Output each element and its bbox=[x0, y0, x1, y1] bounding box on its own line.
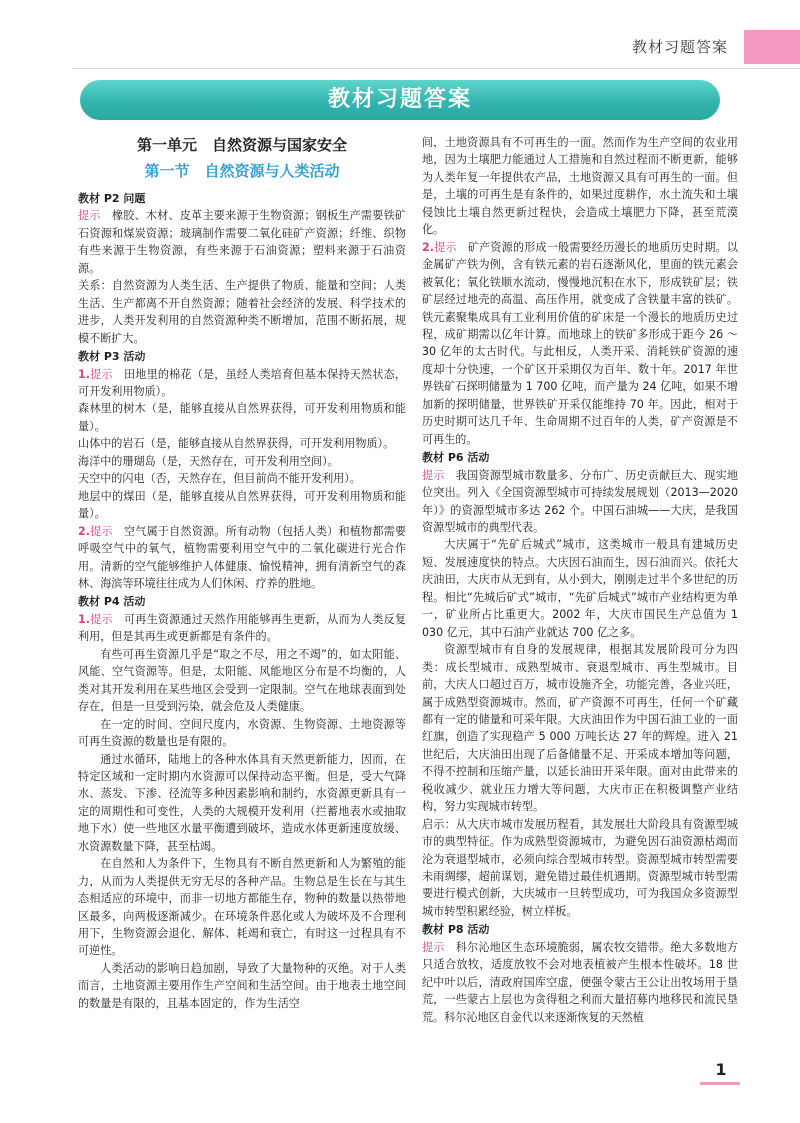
hint-tag: 提示 bbox=[78, 209, 101, 223]
p3-answer-1-text: 田地里的棉花（是，虽经人类培育但基本保持天然状态，可开发利用物质）。 bbox=[78, 367, 406, 398]
header-title: 教材习题答案 bbox=[631, 38, 728, 56]
p2-relation-text: 关系：自然资源为人类生活、生产提供了物质、能量和空间；人类生活、生产都离不开自然资源；随着社会经济的发展、科学技术的进步，人类开发利用的自然资源种类不断增加，范围不断拓展，规模不断扩大。 bbox=[78, 279, 406, 345]
p2-answer bbox=[78, 207, 406, 277]
p6-inspiration: 启示：从大庆市城市发展历程看，其发展壮大阶段具有资源型城市的典型特征。作为成熟型资源城市，为避免因石油资源枯竭而沦为衰退型城市，必须向综合型城市转型。资源型城市转型需要未雨绸缪，超前谋划，避免错过最佳机遇期。资源型城市转型需要进行模式创新，大庆城市一旦转型成功，可为我国众多资源型城市转型积累经验，树立样板。 bbox=[422, 817, 738, 918]
item-number: 2. bbox=[422, 240, 434, 254]
hint-tag: 提示 bbox=[422, 468, 445, 482]
p3-activity-label: 教材 P3 活动 bbox=[78, 350, 146, 364]
item-number: 1. bbox=[78, 612, 90, 626]
right-column bbox=[422, 134, 738, 1026]
unit-title: 第一单元 自然资源与国家安全 bbox=[136, 136, 347, 154]
left-column bbox=[78, 134, 406, 1012]
p4-paragraph: 在一定的时间、空间尺度内，水资源、生物资源、土地资源等可再生资源的数量也是有限的。 bbox=[78, 717, 406, 749]
p4-answer-2-text: 矿产资源的形成一般需要经历漫长的地质历史时期。以金属矿产铁为例，含有铁元素的岩石逐渐风化，里面的铁元素会被氧化；氧化铁顺水流动，慢慢地沉积在水下，形成铁矿层；铁矿层经过地壳的高温、高压作用，就变成了含铁量丰富的铁矿。铁元素聚集成具有工业利用价值的矿床是一个漫长的地质历史过程，成矿期需以亿年计算。而地球上的铁矿多形成于距今 26 ～ 30 亿年的太古时代。与此相反，人类开采、消耗铁矿资源的速度却十分快速，一个矿区开采期仅为百年、数十年。2017 年世界铁矿石探明储量为 1 700 亿吨，而产量为 24 亿吨，如果不增加新的探明储量，世界铁矿开采仅能维持 70 年。因此，相对于历史时期可达几千年、生命周期不过百年的人类，矿产资源是不可再生的。 bbox=[422, 240, 738, 446]
page-number: 1 bbox=[715, 1060, 727, 1079]
hint-tag: 提示 bbox=[433, 240, 457, 254]
p4-paragraph: 在自然和人为条件下，生物具有不断自然更新和人为繁殖的能力，从而为人类提供无穷无尽的各种产品。生物总是生长在与其生态相适应的环境中，而非一切地方都能生存，物种的数量以热带地区最多，向两极逐渐减少。在环境条件恶化或人为破坏及不合理利用下，生物资源会退化、解体、耗竭和衰亡，有时这一过程具有不可逆性。 bbox=[78, 857, 406, 958]
page-number-underline bbox=[700, 1082, 740, 1085]
item-number: 1. bbox=[78, 367, 90, 381]
p6-answer bbox=[422, 467, 738, 537]
section-title: 第一节 自然资源与人类活动 bbox=[144, 162, 340, 180]
page-banner-title: 教材习题答案 bbox=[80, 80, 720, 120]
p6-answer-text: 我国资源型城市数量多、分布广、历史贡献巨大、现实地位突出。列入《全国资源型城市可持续发展规划（2013—2020 年）》的资源型城市多达 262 个。中国石油城——大庆，是我国资源型城市的典型代表。 bbox=[422, 468, 738, 534]
header-tab-decoration bbox=[744, 30, 800, 64]
p4-activity-label: 教材 P4 活动 bbox=[78, 595, 146, 609]
p3-answer-1-line: 海洋中的珊瑚岛（是，天然存在，可开发利用空间）。 bbox=[78, 454, 339, 468]
p6-paragraph: 大庆属于“先矿后城式”城市，这类城市一般具有建城历史短、发展速度快的特点。大庆因石油而生，因石油而兴。依托大庆油田，大庆市从无到有，从小到大，刚刚走过半个多世纪的历程。相比“先城后矿式”城市，“先矿后城式”城市产业结构更为单一，矿业所占比重更大。2002 年，大庆市国民生产总值为 1 030 亿元，其中石油产业就达 700 亿之多。 bbox=[422, 538, 738, 639]
p4-answer-1-text: 可再生资源通过天然作用能够再生更新，从而为人类反复利用，但是其再生或更新都是有条件的。 bbox=[78, 612, 406, 644]
p3-answer-1-line: 山体中的岩石（是，能够直接从自然界获得，可开发利用物质）。 bbox=[78, 437, 395, 451]
p2-question-label: 教材 P2 问题 bbox=[78, 192, 146, 205]
p3-answer-1-line: 地层中的煤田（是，能够直接从自然界获得，可开发利用物质和能量）。 bbox=[78, 489, 406, 521]
p8-activity-label: 教材 P8 活动 bbox=[422, 923, 490, 937]
hint-tag: 提示 bbox=[422, 940, 445, 954]
hint-tag: 提示 bbox=[89, 367, 113, 381]
p4-paragraph: 有些可再生资源几乎是“取之不尽，用之不竭”的，如太阳能、风能、空气资源等。但是，太阳能、风能地区分布是不均衡的，人类对其开发利用在某些地区会受到一定限制。空气在地球表面到处存在，但是一旦受到污染，就会危及人类健康。 bbox=[78, 647, 406, 714]
item-number: 2. bbox=[78, 524, 90, 538]
p3-answer-1 bbox=[78, 366, 406, 401]
p4-paragraph: 人类活动的影响日趋加剧，导致了大量物种的灭绝。对于人类而言，土地资源主要用作生产空间和生活空间。由于地表土地空间的数量是有限的，且基本固定的，作为生活空 bbox=[78, 961, 406, 1010]
hint-tag: 提示 bbox=[89, 612, 113, 626]
hint-tag: 提示 bbox=[89, 524, 113, 538]
p8-answer bbox=[422, 939, 738, 1026]
p3-answer-1-line: 天空中的闪电（否，天然存在，但目前尚不能开发利用）。 bbox=[78, 472, 361, 486]
p4-paragraph: 通过水循环，陆地上的各种水体具有天然更新能力，因而，在特定区域和一定时期内水资源可以保持动态平衡。但是，受大气降水、蒸发、下渗、径流等多种因素影响和制约，水资源更新具有一定的周期性和可变性，人类的大规模开发利用（拦蓄地表水或抽取地下水）使一些地区水量平衡遭到破坏，造成水体更新速度放缓、水资源数量下降，甚至枯竭。 bbox=[78, 752, 406, 853]
p4-answer-1 bbox=[78, 611, 406, 646]
continued-paragraph: 间，土地资源具有不可再生的一面。然而作为生产空间的农业用地，因为土壤肥力能通过人工措施和自然过程而不断更新，能够为人类年复一年提供农产品，土地资源又具有可再生的一面。但是，土壤的可再生是有条件的，如果过度耕作，水土流失和土壤侵蚀比土壤自然更新过程快，会造成土壤肥力下降，甚至荒漠化。 bbox=[422, 136, 738, 237]
p2-answer-text: 橡胶、木材、皮革主要来源于生物资源；钢板生产需要铁矿石资源和煤炭资源；玻璃制作需要二氧化硅矿产资源；纤维、织物有些来源于生物资源，有些来源于石油资源；塑料来源于石油资源。 bbox=[78, 209, 406, 275]
p6-activity-label: 教材 P6 活动 bbox=[422, 451, 490, 465]
p8-answer-text: 科尔沁地区生态环境脆弱，属农牧交错带。绝大多数地方只适合放牧，适度放牧不会对地表植被产生根本性破坏。18 世纪中叶以后，清政府国库空虚，便强令蒙古王公让出牧场用于垦荒，一些蒙古上层也为贪得租之利而大量招募内地移民和流民垦荒。科尔沁地区自金代以来逐渐恢复的天然植 bbox=[422, 940, 738, 1024]
p3-answer-2 bbox=[78, 523, 406, 593]
p6-paragraph: 资源型城市有自身的发展规律，根据其发展阶段可分为四类：成长型城市、成熟型城市、衰退型城市、再生型城市。目前，大庆人口超过百万，城市设施齐全，功能完善，各业兴旺，属于成熟型资源城市。然而，矿产资源不可再生，任何一个矿藏都有一定的储量和可采年限。大庆油田作为中国石油工业的一面红旗，创造了实现稳产 5 000 万吨长达 27 年的辉煌。进入 21 世纪后，大庆油田出现了后备储量不足、开采成本增加等问题，不得不控制和压缩产量，以延长油田开采年限。面对由此带来的税收减少、就业压力增大等问题，大庆市正在积极调整产业结构，努力实现城市转型。 bbox=[422, 643, 738, 814]
p3-answer-1-line: 森林里的树木（是，能够直接从自然界获得，可开发利用物质和能量）。 bbox=[78, 402, 406, 433]
p4-answer-2 bbox=[422, 239, 738, 448]
p3-answer-2-text: 空气属于自然资源。所有动物（包括人类）和植物都需要呼吸空气中的氧气，植物需要利用空气中的二氧化碳进行光合作用。清新的空气能够维护人体健康、愉悦精神，拥有清新空气的森林、海滨等环境往往成为人们休闲、疗养的胜地。 bbox=[78, 524, 406, 590]
header-divider bbox=[72, 68, 800, 69]
